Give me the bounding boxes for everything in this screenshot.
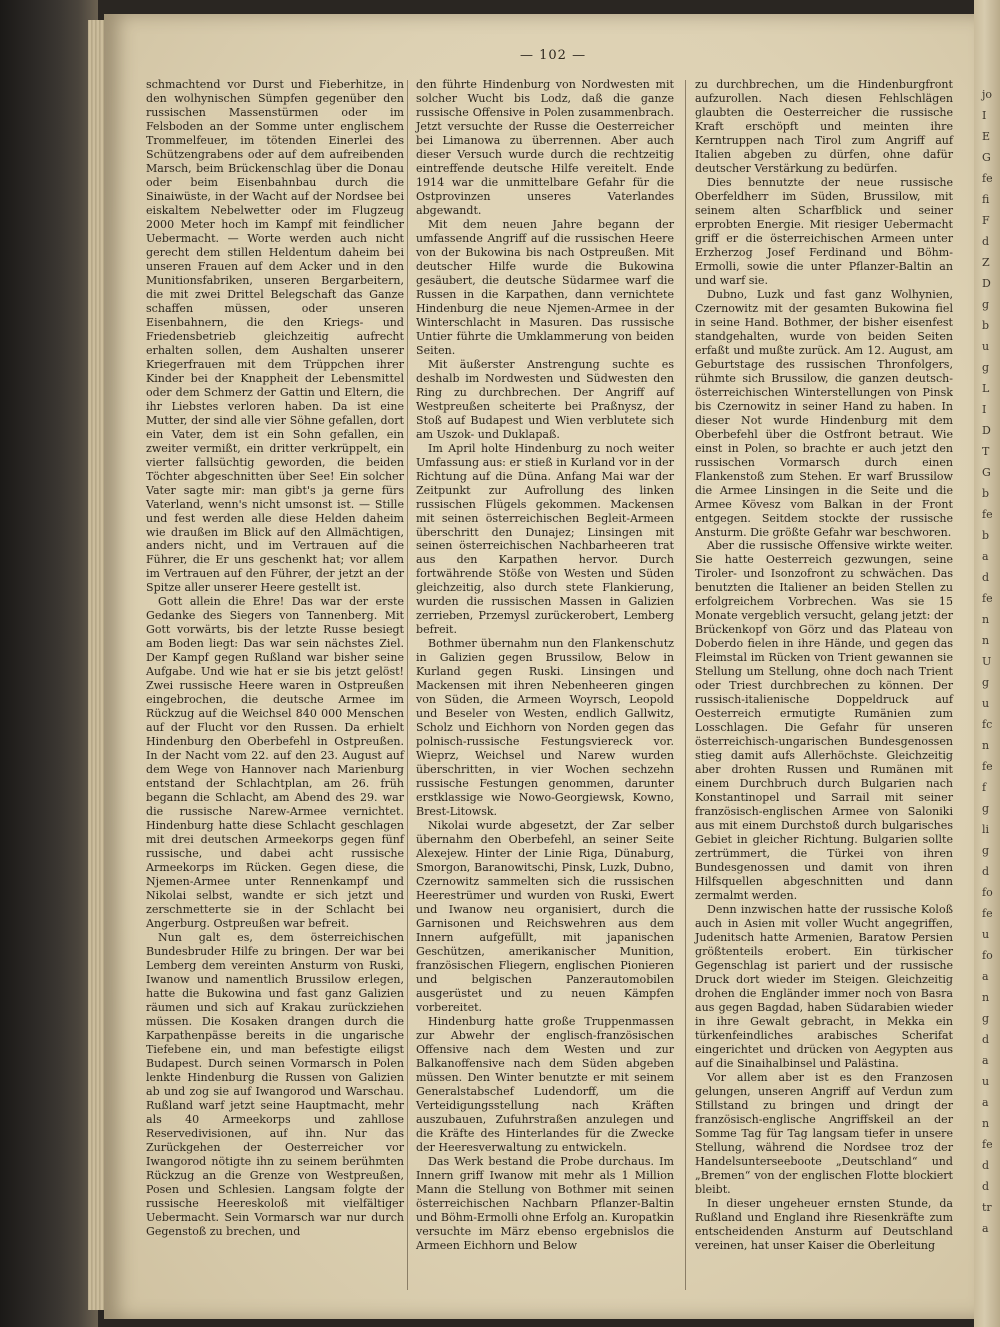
next-page-fragment: a xyxy=(982,1054,989,1067)
next-page-fragment: G xyxy=(982,466,991,479)
paragraph: In dieser ungeheuer ernsten Stunde, da Rußland und England ihre Riesenkräfte zum entscheidenden Ansturm auf Deutschland vereinen, hat unser Kaiser die Oberleitung xyxy=(695,1196,953,1252)
next-page-fragment: I xyxy=(982,403,987,416)
next-page-fragment: u xyxy=(982,1075,990,1088)
next-page-fragment: a xyxy=(982,1096,989,1109)
next-page-fragment: D xyxy=(982,277,991,290)
page-number: — 102 — xyxy=(520,48,587,63)
paragraph: Vor allem aber ist es den Franzosen gelungen, unseren Angriff auf Verdun zum Stillstand zu bringen und dringt der französisch-englische Angriffskeil an der Somme Tag für Tag langsam tiefer in unsere Stellung, während die Nordsee troz der Handelsunterseeboote „Deutschland“ und „Bremen“ von der englischen Flotte blockiert bleibt. xyxy=(695,1070,953,1196)
next-page-fragment: g xyxy=(982,298,990,311)
next-page-fragment: f xyxy=(982,781,987,794)
paragraph: Nun galt es, dem österreichischen Bundesbruder Hilfe zu bringen. Der war bei Lemberg dem vereinten Ansturm von Ruski, Iwanow und namentlich Brussilow erlegen, hatte die Bukowina und fast ganz Galizien räumen und sich auf Krakau zurückziehen müssen. Die Kosaken drangen durch die Karpathenpässe bereits in die ungarische Tiefebene ein, und man befestigte eiligst Budapest. Durch seinen Vormarsch in Polen lenkte Hindenburg die Russen von Galizien ab und zog sie auf Iwangorod und Warschau. Rußland warf jetzt seine Hauptmacht, mehr als 40 Armeekorps und zahllose Reservedivisionen, auf ihn. Nur das Zurückgehen der Oesterreicher vor Iwangorod nötigte ihn zu seinem berühmten Rückzug an die Grenze von Westpreußen, Posen und Schlesien. Langsam folgte der russische Heereskoloß mit vielfältiger Uebermacht. Sein Vormarsch war nur durch Gegenstoß zu brechen, und xyxy=(146,931,404,1238)
paragraph: den führte Hindenburg von Nordwesten mit solcher Wucht bis Lodz, daß die ganze russische Offensive in Polen zusammenbrach. Jetzt versuchte der Russe die Oesterreicher bei Limanowa zu überrennen. Aber auch dieser Versuch wurde durch die rechtzeitig eintreffende deutsche Hilfe vereitelt. Ende 1914 war die unmittelbare Gefahr für die Ostprovinzen unseres Vaterlandes abgewandt. xyxy=(416,78,674,217)
next-page-fragment: n xyxy=(982,991,990,1004)
next-page-fragment: d xyxy=(982,1159,990,1172)
next-page-fragment: I xyxy=(982,109,987,122)
next-page-fragment: b xyxy=(982,487,990,500)
text-column-3 xyxy=(695,78,953,1253)
paragraph: Dubno, Luzk und fast ganz Wolhynien, Czernowitz mit der gesamten Bukowina fiel in seine Hand. Bothmer, der bisher eisenfest standgehalten, wurde von beiden Seiten erfaßt und mußte zurück. Am 12. August, am Geburtstage des russischen Thronfolgers, rühmte sich Brussilow, die ganzen deutsch-österreichischen Winterstellungen von Pinsk bis Czernowitz in seiner Hand zu haben. In dieser Not wurde Hindenburg mit dem Oberbefehl über die Ostfront betraut. Wie einst in Polen, so brachte er auch jetzt den russischen Vormarsch durch einen Flankenstoß zum Stehen. Er warf Brussilow die Armee Linsingen in die Seite und die Armee Kövesz vom Balkan in der Front entgegen. Seitdem stockte der russische Ansturm. Die größte Gefahr war beschworen. xyxy=(695,287,953,539)
next-page-fragment: g xyxy=(982,1012,990,1025)
paragraph: Mit äußerster Anstrengung suchte es deshalb im Nordwesten und Südwesten den Ring zu durchbrechen. Der Angriff auf Westpreußen scheiterte bei Praßnysz, der Stoß auf Budapest und Wien verblutete sich am Uszok- und Duklapaß. xyxy=(416,357,674,441)
next-page-fragment: n xyxy=(982,634,990,647)
next-page-fragment: tr xyxy=(982,1201,992,1214)
next-page-fragment: T xyxy=(982,445,990,458)
next-page-fragment: fo xyxy=(982,949,993,962)
next-page-fragment: g xyxy=(982,802,990,815)
paragraph: Hindenburg hatte große Truppenmassen zur Abwehr der englisch-französischen Offensive nach dem Westen und zur Balkanoffensive nach dem Süden abgeben müssen. Den Winter benutzte er mit seinem Generalstabschef Ludendorff, um die Verteidigungsstellung nach Kräften auszubauen, Zufuhrstraßen anzulegen und die Kräfte des Hinterlandes für die Zwecke der Heeresverwaltung zu entwickeln. xyxy=(416,1014,674,1154)
text-column-2 xyxy=(416,78,674,1253)
next-page-fragment: n xyxy=(982,739,990,752)
next-page-edge xyxy=(974,0,1000,1327)
book-binding xyxy=(0,0,98,1327)
paragraph: Mit dem neuen Jahre begann der umfassende Angriff auf die russischen Heere von der Bukowina bis nach Ostpreußen. Mit deutscher Hilfe wurde die Bukowina gesäubert, die deutsche Südarmee warf die Russen in die Karpathen, dann vernichtete Hindenburg die neue Njemen-Armee in der Winterschlacht in Masuren. Das russische Untier führte die Umklammerung von beiden Seiten. xyxy=(416,217,674,357)
paragraph: Im April holte Hindenburg zu noch weiter Umfassung aus: er stieß in Kurland vor in der Richtung auf die Düna. Anfang Mai war der Zeitpunkt zur Aufrollung des linken russischen Flügels gekommen. Mackensen mit seinen österreichischen Begleit-Armeen überschritt den Dunajez; Linsingen mit seinen österreichischen Nachbarheeren trat aus den Karpathen hervor. Durch fortwährende Stöße von Westen und Süden gleichzeitig, also durch stete Flankierung, wurden die russischen Massen in Galizien zerrieben, Przemysl zurückerobert, Lemberg befreit. xyxy=(416,441,674,637)
column-divider xyxy=(685,80,686,1290)
paragraph: Nikolai wurde abgesetzt, der Zar selber übernahm den Oberbefehl, an seiner Seite Alexejew. Hinter der Linie Riga, Dünaburg, Smorgon, Baranowitschi, Pinsk, Luzk, Dubno, Czernowitz sammelten sich die russischen Heerestrümer und wurden von Ruski, Ewert und Iwanow neu organisiert, durch die Garnisonen und Reichswehren aus dem Innern aufgefüllt, mit japanischen Geschützen, amerikanischer Munition, französischen Fliegern, englischen Pionieren und belgischen Panzerautomobilen ausgerüstet und zu neuen Kämpfen vorbereitet. xyxy=(416,819,674,1014)
next-page-fragment: D xyxy=(982,424,991,437)
text-column-1 xyxy=(146,78,404,1239)
next-page-fragment: u xyxy=(982,340,990,353)
next-page-fragment: fe xyxy=(982,907,993,920)
next-page-fragment: li xyxy=(982,823,990,836)
next-page-fragment: fe xyxy=(982,172,993,185)
next-page-fragment: F xyxy=(982,214,990,227)
next-page-fragment: fc xyxy=(982,718,993,731)
next-page-fragment: fe xyxy=(982,760,993,773)
next-page-fragment: a xyxy=(982,550,989,563)
paragraph: Denn inzwischen hatte der russische Koloß auch in Asien mit voller Wucht angegriffen, Judenitsch hatte Armenien, Baratow Persien größtenteils erobert. Ein türkischer Gegenschlag ist pariert und der russische Druck dort wieder im Steigen. Gleichzeitig drohen die Engländer immer noch von Basra aus gegen Bagdad, haben Südarabien wieder in ihre Gewalt gebracht, in Mekka ein türkenfeindliches arabisches Scherifat eingerichtet und drücken von Aegypten aus auf die Sinaihalbinsel und Palästina. xyxy=(695,903,953,1070)
next-page-fragment: u xyxy=(982,697,990,710)
next-page-fragment: g xyxy=(982,844,990,857)
next-page-fragment: d xyxy=(982,571,990,584)
column-divider xyxy=(407,80,408,1290)
next-page-fragment: fe xyxy=(982,508,993,521)
next-page-fragment: b xyxy=(982,529,990,542)
paragraph: zu durchbrechen, um die Hindenburgfront aufzurollen. Nach diesen Fehlschlägen glaubten die Oesterreicher die russische Kraft erschöpft und meinten ihre Kerntruppen nach Tirol zum Angriff auf Italien abgeben zu dürfen, ohne dafür deutscher Verstärkung zu bedürfen. xyxy=(695,78,953,175)
next-page-fragment: L xyxy=(982,382,990,395)
next-page-fragment: a xyxy=(982,970,989,983)
next-page-fragment: fo xyxy=(982,886,993,899)
next-page-fragment: E xyxy=(982,130,991,143)
next-page-fragment: fi xyxy=(982,193,990,206)
next-page-fragment: jo xyxy=(982,88,993,101)
next-page-fragment: d xyxy=(982,1033,990,1046)
next-page-fragment: d xyxy=(982,1180,990,1193)
next-page-fragment: g xyxy=(982,676,990,689)
next-page-fragment: G xyxy=(982,151,991,164)
paragraph: Das Werk bestand die Probe durchaus. Im Innern griff Iwanow mit mehr als 1 Million Mann die Stellung von Bothmer mit seinen österreichischen Nachbarn Pflanzer-Baltin und Böhm-Ermolli ohne Erfolg an. Kuropatkin versuchte im März ebenso ergebnislos die Armeen Eichhorn und Below xyxy=(416,1154,674,1252)
next-page-fragment: d xyxy=(982,865,990,878)
next-page-fragment: Z xyxy=(982,256,990,269)
paragraph: schmachtend vor Durst und Fieberhitze, in den wolhynischen Sümpfen gegenüber den russischen Massenstürmen oder im Felsboden an der Somme unter englischem Trommelfeuer, im tötenden Einerlei des Schützengrabens oder auf dem aufreibenden Marsch, beim Brückenschlag über die Donau oder beim Eisenbahnbau durch die Sinaiwüste, in der Wacht auf der Nordsee bei eiskaltem Nebelwetter oder im Flugzeug 2000 Meter hoch im Kampf mit feindlicher Uebermacht. — Worte werden auch nicht gerecht dem stillen Heldentum daheim bei unseren Frauen auf dem Acker und in den Munitionsfabriken, unseren Bergarbeitern, die mit zwei Drittel Belegschaft das Ganze schaffen müssen, oder unseren Eisenbahnern, die den Kriegs- und Friedensbetrieb gleichzeitig aufrecht erhalten sollen, dem Aushalten unserer Kriegerfrauen mit dem Trüppchen ihrer Kinder bei der Knappheit der Lebensmittel oder dem Schmerz der Gattin und Eltern, die ihr Liebstes verloren haben. Da ist eine Mutter, der sind alle vier Söhne gefallen, dort ein Vater, dem ist ein Sohn gefallen, ein zweiter vermißt, ein dritter verkrüppelt, ein vierter fallsüchtig geworden, die beiden Töchter abgeschnitten über See! Ein solcher Vater sagte mir: man gibt's ja gerne fürs Vaterland, wenn's nicht umsonst ist. — Stille und fest werden alle diese Helden daheim wie draußen im Blick auf den Allmächtigen, anders nicht, und im Vertrauen auf die Führer, die Er uns geschenkt hat; vor allem im Vertrauen auf den Führer, der jetzt an der Spitze aller unserer Heere gestellt ist. xyxy=(146,78,404,595)
next-page-fragment: b xyxy=(982,319,990,332)
next-page-fragment: fe xyxy=(982,592,993,605)
next-page-fragment: n xyxy=(982,613,990,626)
paragraph: Aber die russische Offensive wirkte weiter. Sie hatte Oesterreich gezwungen, seine Tiroler- und Isonzofront zu schwächen. Das benutzten die Italiener an beiden Stellen zu erfolgreichem Vorbrechen. Was sie 15 Monate vergeblich versucht, gelang jetzt: der Brückenkopf von Görz und das Plateau von Doberdo fielen in ihre Hände, und gegen das Fleimstal im Rücken von Trient gewannen sie Stellung um Stellung, ohne doch nach Trient oder Triest durchbrechen zu können. Der russisch-italienische Doppeldruck auf Oesterreich ermutigte Rumänien zum Losschlagen. Die Gefahr für unseren österreichisch-ungarischen Bundesgenossen stieg damit aufs Allerhöchste. Gleichzeitig aber drohten Russen und Rumänen mit einem Durchbruch durch Bulgarien nach Konstantinopel und Sarrail mit seiner französisch-englischen Armee von Saloniki aus mit einem Durchstoß durch bulgarisches Gebiet in gleicher Richtung. Bulgarien sollte zertrümmert, die Türkei von ihren Bundesgenossen und damit von ihren Hilfsquellen abgeschnitten und dann zermalmt werden. xyxy=(695,539,953,903)
next-page-fragment: a xyxy=(982,1222,989,1235)
next-page-fragment: u xyxy=(982,928,990,941)
next-page-fragment: g xyxy=(982,361,990,374)
next-page-fragment: fe xyxy=(982,1138,993,1151)
next-page-fragment: n xyxy=(982,1117,990,1130)
next-page-fragment: d xyxy=(982,235,990,248)
paragraph: Gott allein die Ehre! Das war der erste Gedanke des Siegers von Tannenberg. Mit Gott vorwärts, bis der letzte Russe besiegt am Boden liegt: Das war sein nächstes Ziel. Der Kampf gegen Rußland war bisher seine Aufgabe. Und wie hat er sie bis jetzt gelöst! Zwei russische Heere waren in Ostpreußen eingebrochen, die deutsche Armee im Rückzug auf die Weichsel 840 000 Menschen auf der Flucht vor den Russen. Da erhielt Hindenburg den Oberbefehl in Ostpreußen. In der Nacht vom 22. auf den 23. August auf dem Wege von Hannover nach Marienburg entstand der Schlachtplan, am 26. früh begann die Schlacht, am Abend des 29. war die russische Narew-Armee vernichtet. Hindenburg hatte diese Schlacht geschlagen mit drei deutschen Armeekorps gegen fünf russische, und dabei acht russische Armeekorps im Rücken. Gegen diese, die Njemen-Armee unter Rennenkampf und Nikolai selbst, wandte er sich jetzt und zerschmetterte sie in der Schlacht bei Angerburg. Ostpreußen war befreit. xyxy=(146,595,404,931)
paragraph: Dies bennutzte der neue russische Oberfeldherr im Süden, Brussilow, mit seinem alten Scharfblick und seiner erprobten Energie. Mit riesiger Uebermacht griff er die österreichischen Armeen unter Erzherzog Josef Ferdinand und Böhm-Ermolli, sowie die unter Pflanzer-Baltin an und warf sie. xyxy=(695,175,953,287)
next-page-fragment: U xyxy=(982,655,992,668)
paragraph: Bothmer übernahm nun den Flankenschutz in Galizien gegen Brussilow, Below in Kurland gegen Ruski. Linsingen und Mackensen mit ihren Nebenheeren gingen von Süden, die Armeen Woyrsch, Leopold und Beseler von Westen, endlich Gallwitz, Scholz und Eichhorn von Norden gegen das polnisch-russische Festungsviereck vor. Wieprz, Weichsel und Narew wurden überschritten, in vier Wochen sechzehn russische Festungen genommen, darunter erstklassige wie Nowo-Georgiewsk, Kowno, Brest-Litowsk. xyxy=(416,637,674,819)
